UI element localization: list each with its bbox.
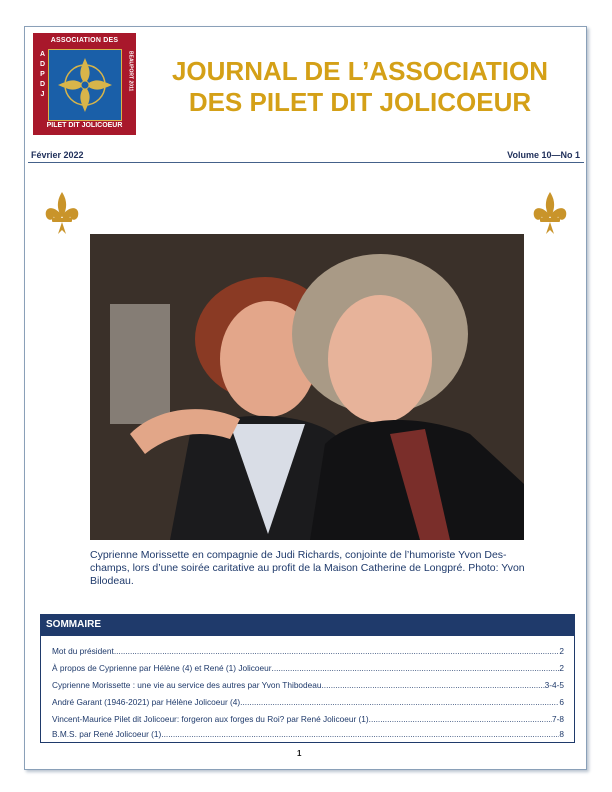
logo-left-text: ADPDJ bbox=[39, 51, 46, 101]
toc-page: 8 bbox=[559, 729, 564, 739]
journal-title bbox=[150, 56, 570, 118]
toc-page: 2 bbox=[559, 646, 564, 656]
sommaire-header bbox=[40, 614, 575, 636]
header-rule bbox=[28, 162, 584, 163]
toc-item[interactable] bbox=[52, 646, 564, 656]
toc-title: Mot du président bbox=[52, 646, 114, 656]
photo-caption: Cyprienne Morissette en compagnie de Judi Richards, conjointe de l’humoriste Yvon Des-champs, lors d’une soirée caritative au profit de la Maison Catherine de Longpré. Photo: Yvon Bilodeau. bbox=[90, 549, 525, 587]
logo-top-text: ASSOCIATION DES bbox=[50, 37, 119, 44]
cover-photo-illustration bbox=[90, 234, 524, 540]
toc-page: 7-8 bbox=[552, 714, 564, 724]
toc-item[interactable] bbox=[52, 663, 564, 673]
logo-bottom-text: PILET DIT JOLICOEUR bbox=[46, 122, 123, 129]
title-line-2: DES PILET DIT JOLICOEUR bbox=[188, 87, 532, 117]
toc-title: André Garant (1946-2021) par Hélène Jolicoeur (4) bbox=[52, 697, 241, 707]
cover-photo bbox=[90, 234, 524, 540]
toc-page: 2 bbox=[559, 663, 564, 673]
issue-date: Février 2022 bbox=[31, 150, 84, 160]
logo-fleur-icon bbox=[49, 50, 121, 120]
logo-right-text: BEAUPORT 2011 bbox=[127, 51, 134, 92]
toc-item[interactable] bbox=[52, 680, 564, 690]
toc-title: Cyprienne Morissette : une vie au service des autres par Yvon Thibodeau bbox=[52, 680, 322, 690]
toc-title: Vincent-Maurice Pilet dit Jolicoeur: forgeron aux forges du Roi? par René Jolicoeur (1) bbox=[52, 714, 369, 724]
toc-item[interactable] bbox=[52, 729, 564, 739]
association-logo bbox=[33, 33, 136, 135]
toc-page: 6 bbox=[559, 697, 564, 707]
title-line-1: JOURNAL DE L’ASSOCIATION bbox=[171, 56, 549, 86]
issue-volume: Volume 10—No 1 bbox=[507, 150, 580, 160]
fleur-de-lis-icon bbox=[42, 190, 82, 236]
sommaire-heading: SOMMAIRE bbox=[46, 619, 101, 630]
toc-title: B.M.S. par René Jolicoeur (1) bbox=[52, 729, 162, 739]
page-number: 1 bbox=[297, 749, 302, 758]
toc-title: À propos de Cyprienne par Hélène (4) et René (1) Jolicoeur bbox=[52, 663, 272, 673]
fleur-de-lis-icon bbox=[530, 190, 570, 236]
toc-item[interactable] bbox=[52, 697, 564, 707]
toc-item[interactable] bbox=[52, 714, 564, 724]
logo-shield bbox=[48, 49, 122, 121]
toc-page: 3-4-5 bbox=[544, 680, 564, 690]
